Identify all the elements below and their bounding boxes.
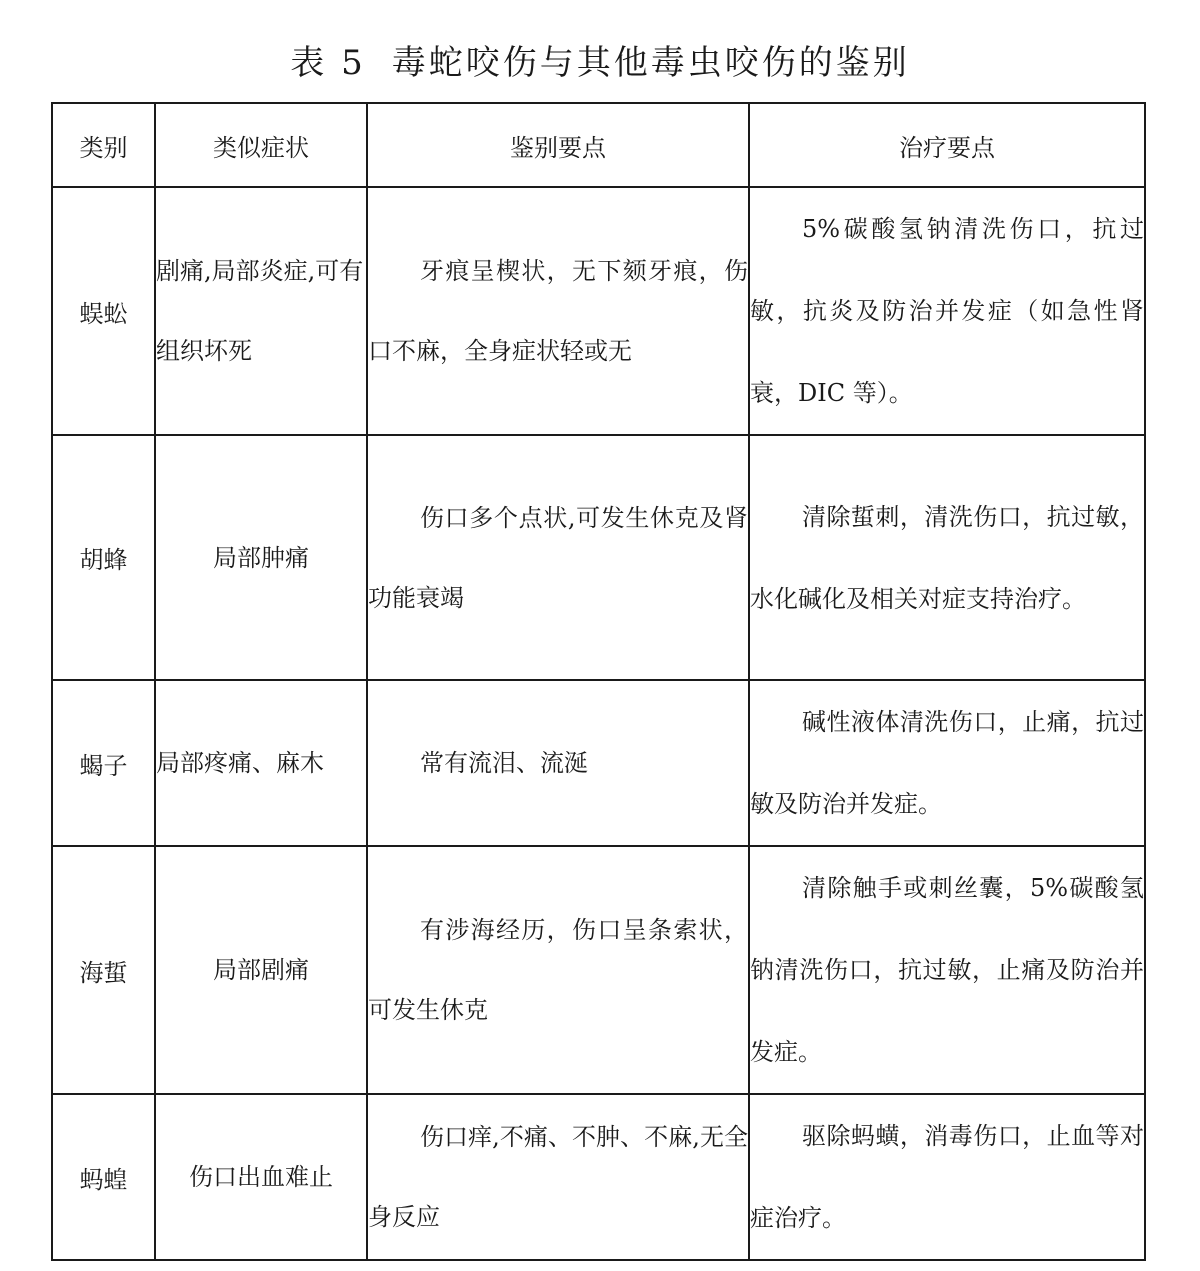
- treatment-cell: 清除触手或刺丝囊，5%碳酸氢钠清洗伤口，抗过敏，止痛及防治并发症。: [749, 846, 1145, 1094]
- symptoms-cell: 局部剧痛: [155, 846, 367, 1094]
- category-cell: 胡蜂: [52, 435, 155, 680]
- column-header-category: 类别: [52, 103, 155, 187]
- treatment-cell: 清除蜇刺，清洗伤口，抗过敏，水化碱化及相关对症支持治疗。: [749, 435, 1145, 680]
- identification-table: [51, 102, 1146, 1261]
- table-row: [52, 1094, 1145, 1260]
- category-cell: 海蜇: [52, 846, 155, 1094]
- table-row: [52, 187, 1145, 435]
- key-points-cell: 有涉海经历，伤口呈条索状，可发生休克: [367, 846, 749, 1094]
- table-title: [0, 38, 1200, 88]
- category-cell: 蜈蚣: [52, 187, 155, 435]
- table-title-text: 毒蛇咬伤与其他毒虫咬伤的鉴别: [391, 43, 910, 83]
- treatment-cell: 5%碳酸氢钠清洗伤口，抗过敏，抗炎及防治并发症（如急性肾衰，DIC 等）。: [749, 187, 1145, 435]
- key-points-cell: 伤口痒,不痛、不肿、不麻,无全身反应: [367, 1094, 749, 1260]
- symptoms-cell: 伤口出血难止: [155, 1094, 367, 1260]
- table-header-row: [52, 103, 1145, 187]
- table-row: [52, 435, 1145, 680]
- key-points-cell: 伤口多个点状,可发生休克及肾功能衰竭: [367, 435, 749, 680]
- category-cell: 蚂蝗: [52, 1094, 155, 1260]
- column-header-treatment: 治疗要点: [749, 103, 1145, 187]
- column-header-symptoms: 类似症状: [155, 103, 367, 187]
- column-header-key-points: 鉴别要点: [367, 103, 749, 187]
- category-cell: 蝎子: [52, 680, 155, 846]
- symptoms-cell: 局部肿痛: [155, 435, 367, 680]
- symptoms-cell: 剧痛,局部炎症,可有组织坏死: [155, 187, 367, 435]
- table-number: 表 5: [290, 43, 366, 83]
- treatment-cell: 碱性液体清洗伤口，止痛，抗过敏及防治并发症。: [749, 680, 1145, 846]
- key-points-cell: 牙痕呈楔状，无下颏牙痕，伤口不麻，全身症状轻或无: [367, 187, 749, 435]
- table-row: [52, 846, 1145, 1094]
- treatment-cell: 驱除蚂蟥，消毒伤口，止血等对症治疗。: [749, 1094, 1145, 1260]
- key-points-cell: 常有流泪、流涎: [367, 680, 749, 846]
- table-row: [52, 680, 1145, 846]
- symptoms-cell: 局部疼痛、麻木: [155, 680, 367, 846]
